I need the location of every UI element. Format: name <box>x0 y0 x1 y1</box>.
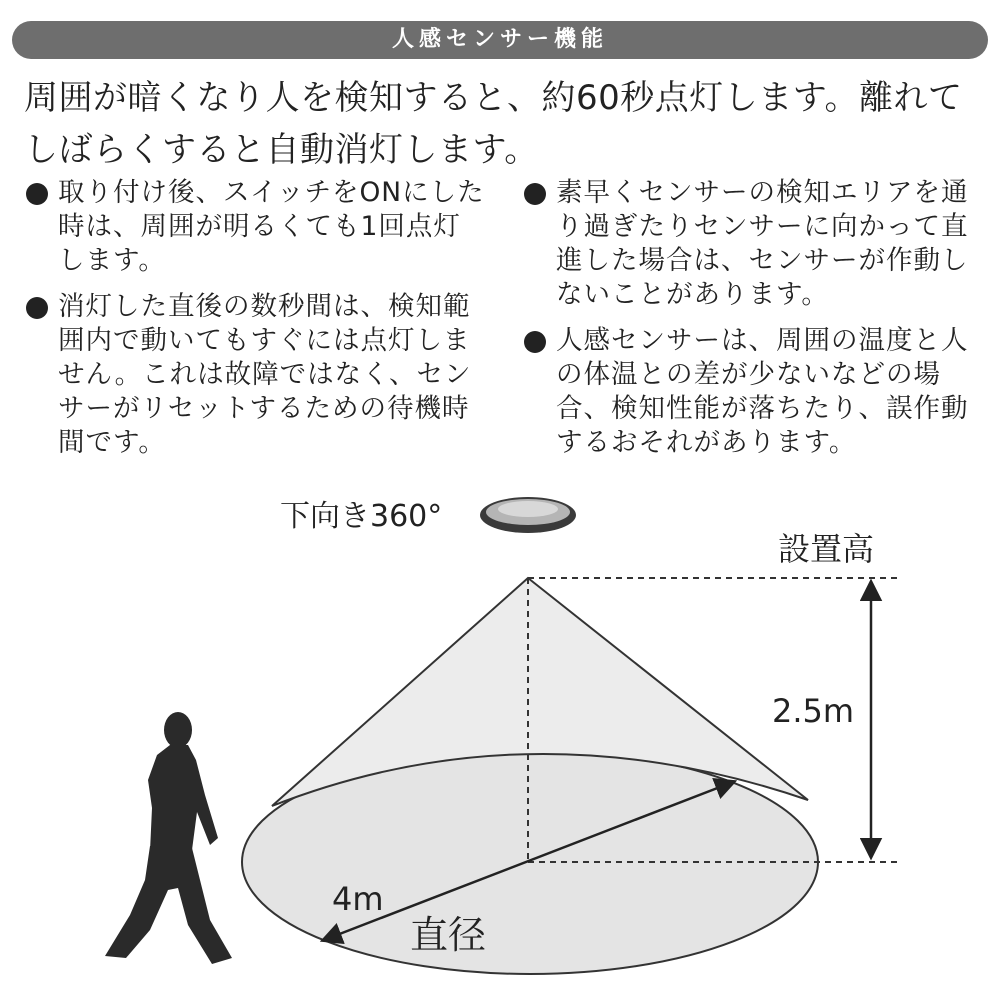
note-item <box>524 324 984 460</box>
note-text: 消灯した直後の数秒間は、検知範囲内で動いてもすぐには点灯しません。これは故障ではなく、センサーがリセットするための待機時間です。 <box>58 291 472 458</box>
section-title: 人感センサー機能 <box>391 27 608 52</box>
direction-label: 下向き360° <box>280 499 443 534</box>
height-value: 2.5m <box>772 692 855 730</box>
bullet-icon <box>524 331 546 353</box>
bullet-icon <box>524 183 546 205</box>
height-title: 設置高 <box>778 530 875 568</box>
detection-range-diagram <box>0 480 1000 1000</box>
diameter-value: 4m <box>332 880 384 918</box>
note-item <box>26 176 486 278</box>
note-text: 取り付け後、スイッチをONにした時は、周囲が明るくても1回点灯します。 <box>58 177 485 276</box>
intro-text: 周囲が暗くなり人を検知すると、約60秒点灯します。離れてしばらくすると自動消灯します。 <box>24 78 963 170</box>
notes-right <box>524 176 984 472</box>
ceiling-light-icon <box>480 497 576 533</box>
note-item <box>524 176 984 312</box>
diameter-title: 直径 <box>410 913 487 957</box>
walking-person-icon <box>105 712 232 964</box>
bullet-icon <box>26 183 48 205</box>
bullet-icon <box>26 297 48 319</box>
note-item <box>26 290 486 460</box>
note-text: 人感センサーは、周囲の温度と人の体温との差が少ないなどの場合、検知性能が落ちたり、誤作動するおそれがあります。 <box>556 325 969 458</box>
section-title-bar <box>12 21 988 59</box>
note-text: 素早くセンサーの検知エリアを通り過ぎたりセンサーに向かって直進した場合は、センサーが作動しないことがあります。 <box>556 177 969 310</box>
notes-left <box>26 176 486 472</box>
